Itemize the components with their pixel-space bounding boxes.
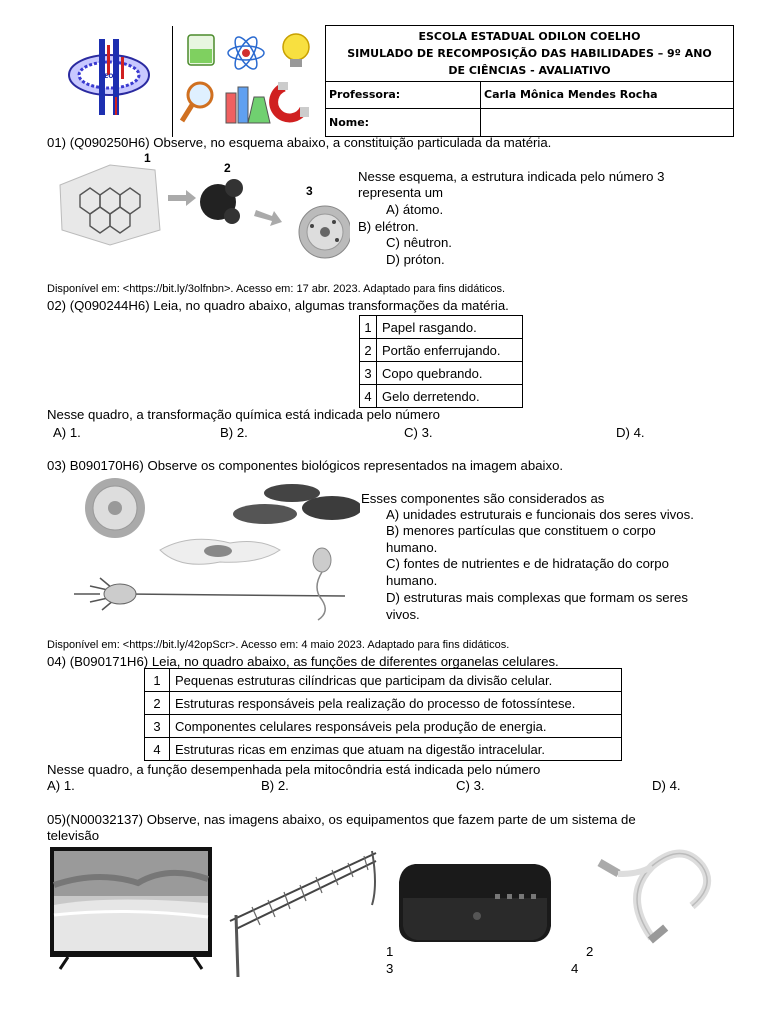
row-number: 4 [145, 738, 170, 761]
row-text: Pequenas estruturas cilíndricas que participam da divisão celular. [170, 669, 622, 692]
scheme-label-3: 3 [306, 184, 313, 198]
table-row [360, 339, 523, 362]
option-line: C) fontes de nutrientes e de hidratação do corpo [386, 556, 669, 571]
q1-option-d[interactable]: D) próton. [386, 252, 445, 267]
scheme-label-1: 1 [144, 151, 151, 165]
row-number: 1 [145, 669, 170, 692]
q3-option-a[interactable] [386, 507, 694, 524]
row-text: Papel rasgando. [377, 316, 523, 339]
q5-label-4: 4 [571, 961, 579, 976]
header-title-cell [326, 26, 734, 82]
q1-option-b[interactable]: B) elétron. [358, 219, 419, 234]
student-name-field[interactable] [481, 109, 734, 137]
row-text: Componentes celulares responsáveis pela produção de energia. [170, 715, 622, 738]
school-name: ESCOLA ESTADUAL ODILON COELHO [418, 29, 641, 43]
science-icons-icon [174, 27, 324, 133]
teacher-label: Professora: [326, 81, 481, 109]
q2-option-b[interactable]: B) 2. [220, 425, 248, 440]
television-icon [48, 845, 214, 973]
row-number: 4 [360, 385, 377, 408]
antenna-icon [222, 845, 382, 977]
option-line: humano. [386, 572, 438, 588]
option-line: A) unidades estruturais e funcionais dos seres vivos. [386, 507, 694, 522]
q1-option-a[interactable]: A) átomo. [386, 202, 444, 217]
q1-text-line2: representa um [358, 185, 444, 200]
q4-option-d[interactable]: D) 4. [652, 778, 681, 793]
q2-option-c[interactable]: C) 3. [404, 425, 433, 440]
table-row [145, 669, 622, 692]
exam-title: SIMULADO DE RECOMPOSIÇÃO DAS HABILIDADES – 9º ANO [347, 46, 712, 60]
school-logo-cell [50, 26, 173, 137]
q5-label-1: 1 [386, 944, 394, 959]
row-number: 1 [360, 316, 377, 339]
q5-label-3: 3 [386, 961, 394, 976]
row-number: 3 [145, 715, 170, 738]
q5-prompt-line1: 05)(N00032137) Observe, nas imagens abaixo, os equipamentos que fazem parte de um sistema de [47, 812, 636, 827]
coaxial-cable-icon [582, 846, 716, 946]
option-line: B) menores partículas que constituem o corpo [386, 523, 656, 538]
row-text: Portão enferrujando. [377, 339, 523, 362]
q1-text-line1: Nesse esquema, a estrutura indicada pelo número 3 [358, 169, 665, 184]
teacher-name: Carla Mônica Mendes Rocha [481, 81, 734, 109]
table-row [145, 715, 622, 738]
receiver-box-icon [395, 860, 555, 945]
table-row [145, 738, 622, 761]
q5-prompt-line2: televisão [47, 828, 100, 843]
q4-prompt: 04) (B090171H6) Leia, no quadro abaixo, as funções de diferentes organelas celulares. [47, 654, 559, 669]
row-number: 3 [360, 362, 377, 385]
table-row [360, 316, 523, 339]
q5-label-2: 2 [586, 944, 594, 959]
row-text: Copo quebrando. [377, 362, 523, 385]
q4-option-b[interactable]: B) 2. [261, 778, 289, 793]
q1-option-c[interactable]: C) nêutron. [386, 235, 452, 250]
q2-question: Nesse quadro, a transformação química está indicada pelo número [47, 407, 440, 422]
q4-table [144, 668, 622, 761]
option-line: humano. [386, 539, 438, 555]
science-images-cell [173, 26, 326, 137]
table-row [360, 362, 523, 385]
row-text: Gelo derretendo. [377, 385, 523, 408]
q2-table [359, 315, 523, 408]
q2-prompt: 02) (Q090244H6) Leia, no quadro abaixo, algumas transformações da matéria. [47, 298, 509, 313]
biological-components-image [60, 478, 360, 623]
exam-subject: DE CIÊNCIAS - AVALIATIVO [448, 63, 611, 77]
q4-question: Nesse quadro, a função desempenhada pela mitocôndria está indicada pelo número [47, 762, 541, 777]
row-text: Estruturas responsáveis pela realização do processo de fotossíntese. [170, 692, 622, 715]
student-name-label: Nome: [326, 109, 481, 137]
header-table [50, 25, 734, 137]
q2-option-d[interactable]: D) 4. [616, 425, 645, 440]
q3-option-b[interactable] [386, 523, 656, 556]
row-number: 2 [360, 339, 377, 362]
q4-option-c[interactable]: C) 3. [456, 778, 485, 793]
q1-prompt: 01) (Q090250H6) Observe, no esquema abaixo, a constituição particulada da matéria. [47, 135, 552, 150]
row-text: Estruturas ricas em enzimas que atuam na digestão intracelular. [170, 738, 622, 761]
row-number: 2 [145, 692, 170, 715]
scheme-label-2: 2 [224, 161, 231, 175]
q4-option-a[interactable]: A) 1. [47, 778, 75, 793]
q3-text: Esses componentes são considerados as [361, 491, 605, 506]
q2-option-a[interactable]: A) 1. [53, 425, 81, 440]
table-row [360, 385, 523, 408]
q1-source: Disponível em: <https://bit.ly/3olfnbn>. Acesso em: 17 abr. 2023. Adaptado para fins didáticos. [47, 283, 506, 295]
option-line: D) estruturas mais complexas que formam os seres [386, 590, 688, 605]
q3-prompt: 03) B090170H6) Observe os componentes biológicos representados na imagem abaixo. [47, 458, 564, 473]
q3-source: Disponível em: <https://bit.ly/42opScr>. Acesso em: 4 maio 2023. Adaptado para fins didáticos. [47, 639, 510, 651]
svg-text:EEOC: EEOC [100, 72, 118, 80]
q3-option-c[interactable] [386, 556, 669, 589]
school-logo-icon [51, 27, 171, 133]
matter-scheme-diagram [50, 150, 350, 270]
option-line: vivos. [386, 606, 420, 622]
q3-option-d[interactable] [386, 590, 688, 623]
table-row [145, 692, 622, 715]
